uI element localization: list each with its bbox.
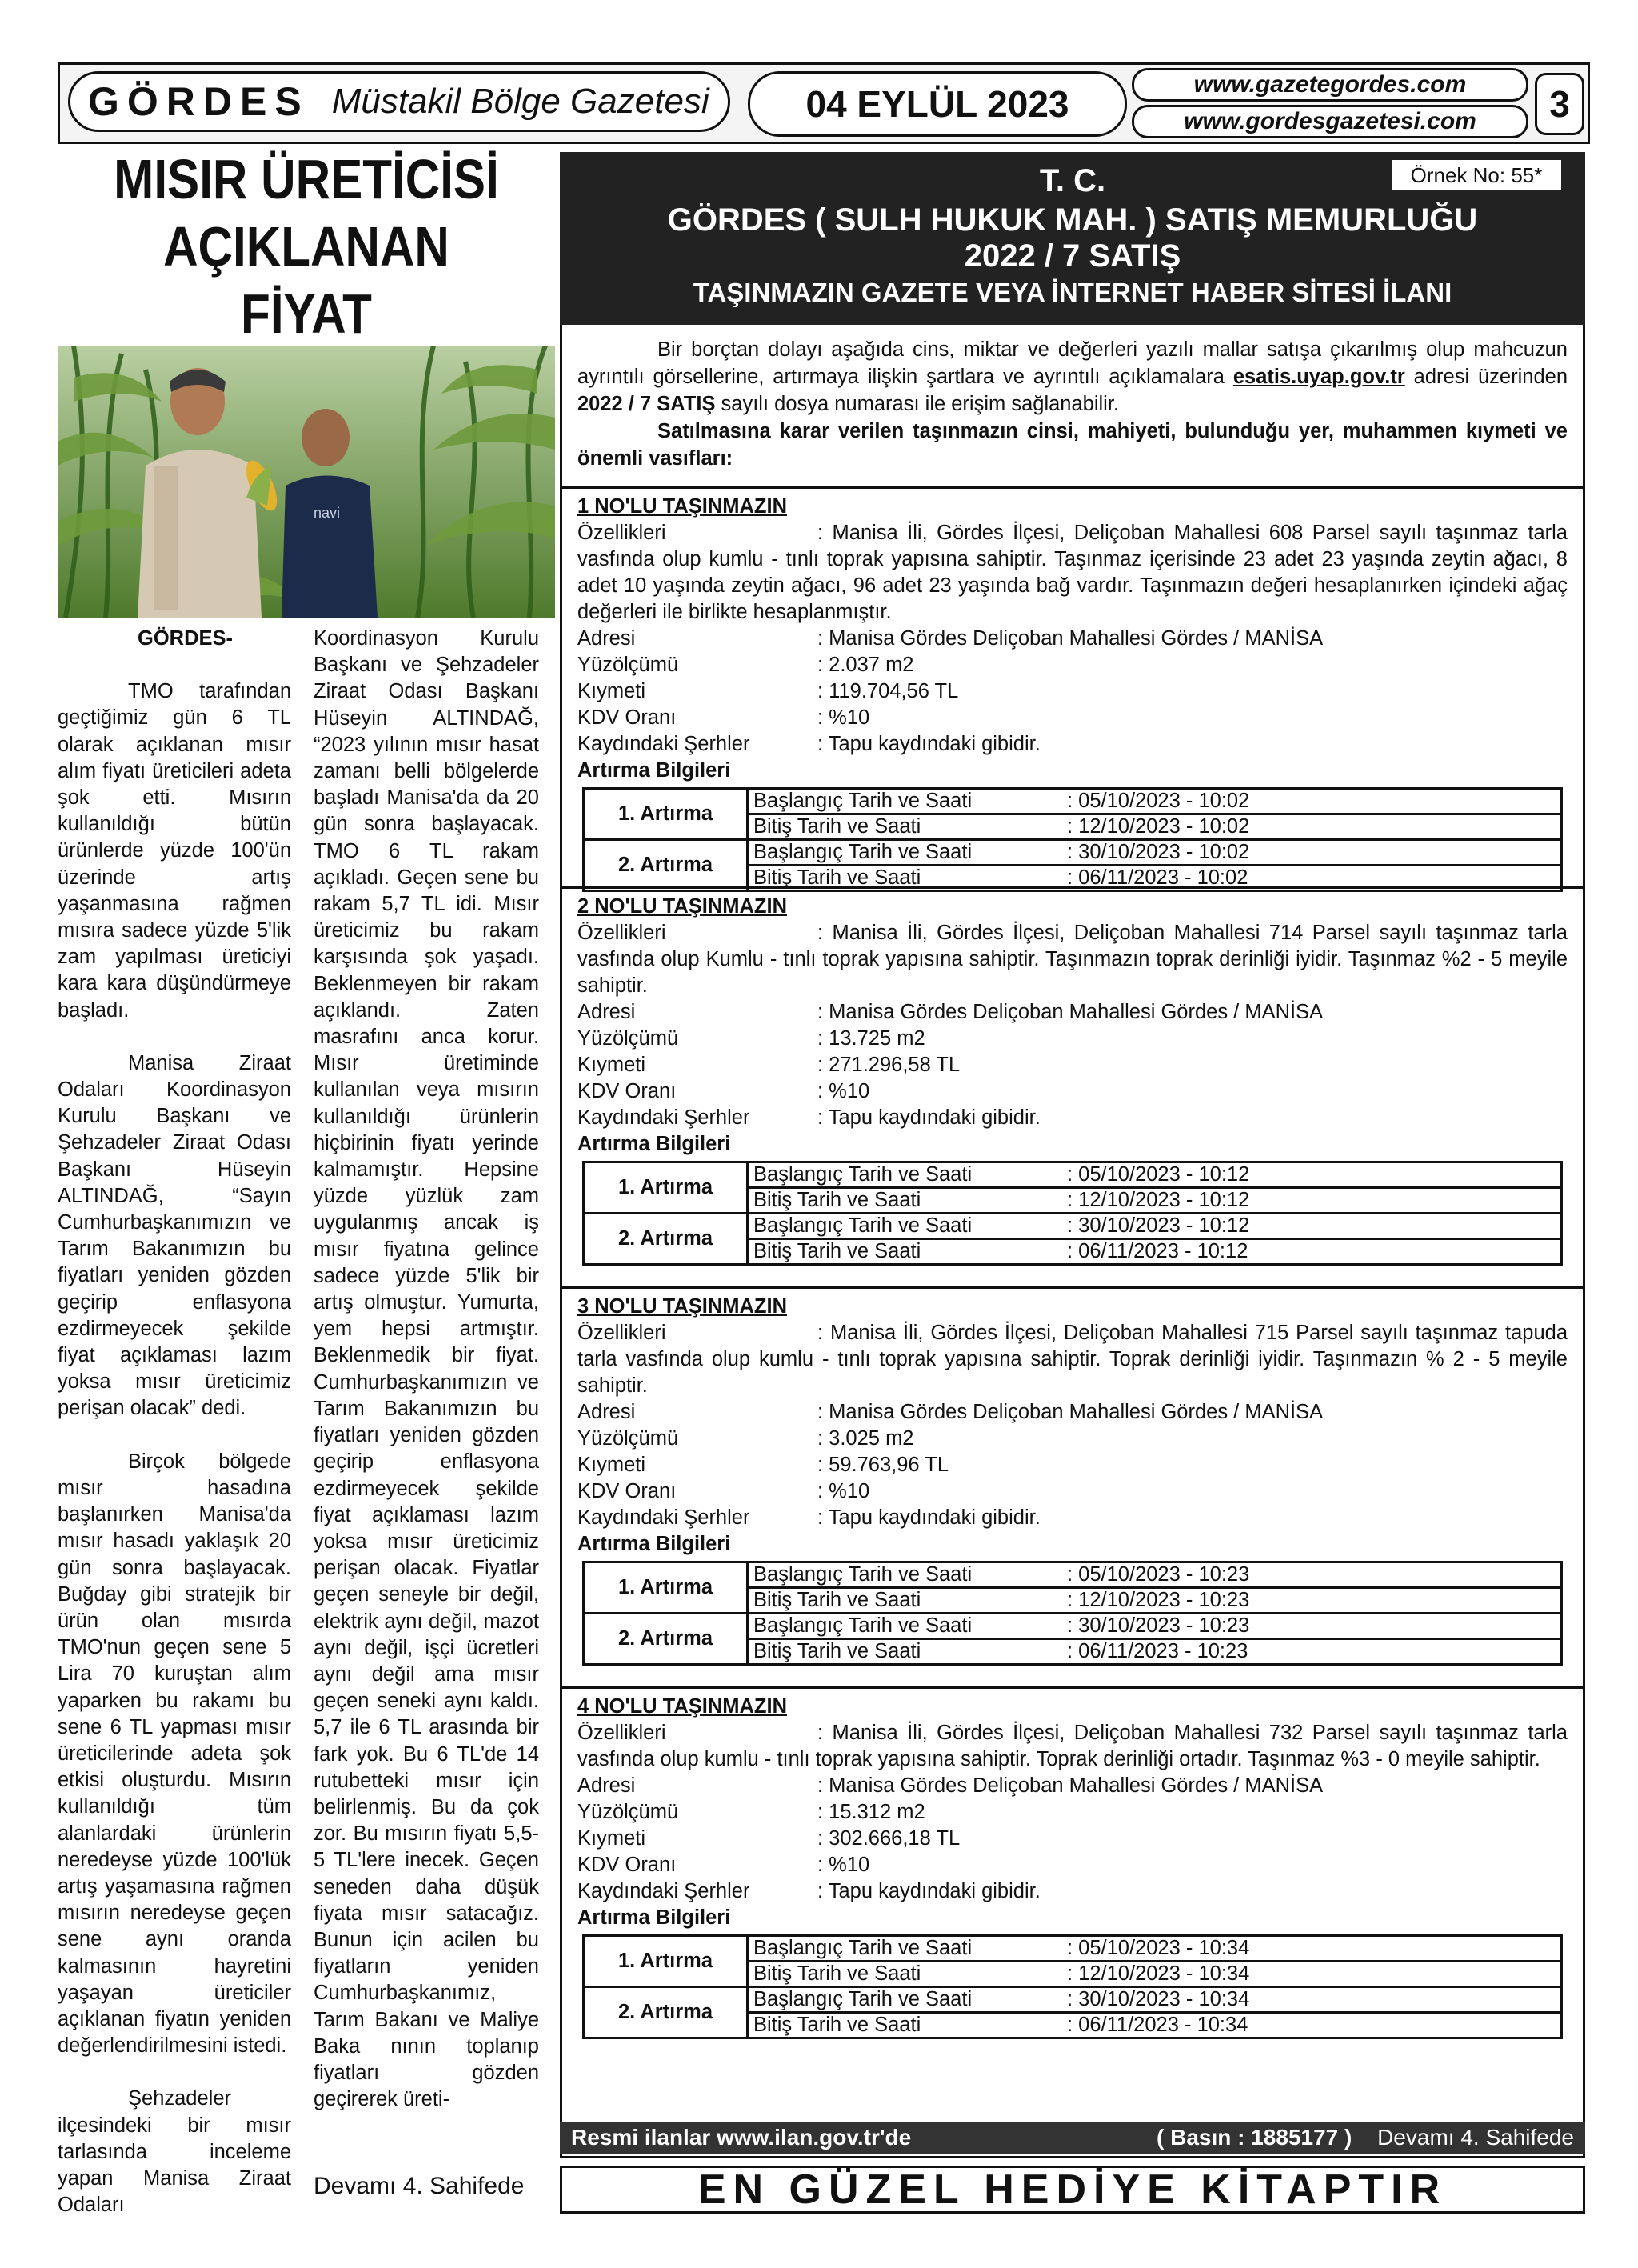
article-photo <box>58 346 555 618</box>
field-row <box>577 705 1568 731</box>
label-annotations: Kaydındaki Şerhler <box>577 733 750 755</box>
start-label: Başlangıç Tarih ve Saati <box>748 840 1063 866</box>
start-label: Başlangıç Tarih ve Saati <box>748 1162 1063 1188</box>
auction-2-end: : 06/11/2023 - 10:34 <box>1062 2013 1562 2038</box>
label-annotations: Kaydındaki Şerhler <box>577 1506 750 1529</box>
label-area: Yüzölçümü <box>577 1427 679 1450</box>
annotations-value: : Tapu kaydındaki gibidir. <box>817 1880 1041 1902</box>
file-number: 2022 / 7 SATIŞ <box>577 393 716 415</box>
start-label: Başlangıç Tarih ve Saati <box>748 1936 1063 1962</box>
article-paragraph: Birçok bölgede mısır hasadına başlanırken Manisa'da mısır hasadı yaklaşık 20 gün sonra başlayacak. Buğday gibi stratejik bir ürün olan mısırda TMO'nun geçen sene 5 Lira 70 kuruştan alım yaparken bu rakamı bu sene 6 TL yapması mısır üreticilerinde adeta şok etkisi oluşturdu. Mısırın kullanıldığı tüm alanlardaki ürünlerin neredeyse yüzde 100'lük artış yaşamasına rağmen mısırın neredeyse geçen sene aynı oranda kalmasının hayretini yaşayan üreticiler açıklanan fiyatın yeniden değerlendirilmesini istedi. <box>58 1450 291 2058</box>
label-vat: KDV Oranı <box>577 706 677 729</box>
ozellik-adres-value: : Manisa Gördes Deliçoban Mahallesi Gördes / MANİSA <box>817 1774 1324 1797</box>
vat-value: : %10 <box>817 706 870 729</box>
sample-number: Örnek No: 55* <box>1392 160 1561 190</box>
table-row <box>584 1936 1562 1962</box>
field-row <box>577 731 1568 758</box>
start-label: Başlangıç Tarih ve Saati <box>748 789 1063 814</box>
parcel-2 <box>560 886 1585 1266</box>
vat-value: : %10 <box>817 1480 870 1502</box>
auction-2-label: 2. Artırma <box>584 840 748 891</box>
value-value: : 302.666,18 TL <box>817 1827 961 1850</box>
auction-1-end: : 12/10/2023 - 10:34 <box>1062 1962 1562 1987</box>
field-row <box>577 1505 1568 1531</box>
label-address: Adresi <box>577 627 636 650</box>
auction-1-end: : 12/10/2023 - 10:02 <box>1062 814 1562 840</box>
parcel-title: 2 NO'LU TAŞINMAZIN <box>577 895 787 918</box>
masthead <box>58 62 1590 144</box>
end-label: Bitiş Tarih ve Saati <box>748 2013 1063 2038</box>
properties-value: : Manisa İli, Gördes İlçesi, Deliçoban Mahallesi 715 Parsel sayılı taşınmaz tapuda tarla vasfında olup kumlu - tınlı toprak yapısına sahiptir. Toprak derinliği iyidir. Taşınmazın % 2 - 5 meyile sahiptir. <box>577 1322 1568 1397</box>
end-label: Bitiş Tarih ve Saati <box>748 1962 1063 1987</box>
official-ads-link[interactable]: Resmi ilanlar www.ilan.gov.tr'de <box>571 2125 912 2150</box>
table-row <box>584 1214 1562 1239</box>
table-row <box>584 789 1562 814</box>
corn-field-photo <box>58 346 555 618</box>
intro-text: Bir borçtan dolayı aşağıda cins, miktar ve değerleri yazılı mallar satışa çıkarılmış olup mahcuzun ayrıntılı görsellerine, artırmaya ilişkin şartlara ve ayrıntılı açıklamalara <box>577 338 1568 388</box>
article-paragraph: Manisa Ziraat Odaları Koordinasyon Kurulu Başkanı ve Şehzadeler Ziraat Odası Başkanı Hüseyin ALTINDAĞ, “Sayın Cumhurbaşkanımızın ve Tarım Bakanımızın bu fiyatları yeniden gözden geçirip enflasyona ezdirmeyecek şekilde fiyat açıklaması lazım yoksa mısır üreticimiz perişan olacak” dedi. <box>58 1051 291 1420</box>
end-label: Bitiş Tarih ve Saati <box>748 1188 1063 1214</box>
ozellik-adres-value: : Manisa Gördes Deliçoban Mahallesi Gördes / MANİSA <box>817 1401 1324 1423</box>
auction-1-end: : 12/10/2023 - 10:23 <box>1062 1588 1562 1614</box>
page-number: 3 <box>1535 73 1584 135</box>
area-value: : 13.725 m2 <box>817 1027 925 1050</box>
label-area: Yüzölçümü <box>577 1027 679 1050</box>
article-column-1 <box>58 626 291 2218</box>
field-row <box>577 1426 1568 1452</box>
article-paragraph: Koordinasyon Kurulu Başkanı ve Şehzadeler Ziraat Odası Başkanı Hüseyin ALTINDAĞ, “2023 yılının mısır hasat zamanı belli bölgelerde başladı Manisa'da da 20 gün sonra başlayacak. TMO 6 TL rakam açıkladı. Geçen sene bu rakam 5,7 TL idi. Mısır üreticimiz bu rakam karşısında şok yaşadı. Beklenmeyen bir rakam açıklandı. Zaten masrafını anca korur. Mısır üretiminde kullanılan veya mısırın kullanıldığı ürünlerin hiçbirinin fiyatı yerinde kalmamıştır. Hepsine yüzde yüzlük zam uygulanmış ancak iş mısır fiyatına gelince sadece yüzde 5'lik bir artış olmuştur. Yumurta, yem hepsi artmıştır. Beklenmedik bir fiyat. Cumhurbaşkanımızın ve Tarım Bakanımızın bu fiyatları yeniden gözden geçirip enflasyona ezdirmeyecek şekilde fiyat açıklaması lazım yoksa mısır üreticimiz perişan olacak. Fiyatlar geçen seneyle bir değil, elektrik aynı değil, mazot aynı değil, işçi ücretleri aynı değil ama mısır geçen seneki aynı kaldı. 5,7 ile 6 TL arasında bir fark yok. Bu 6 TL'de 14 rutubetteki mısır için belirlenmiş. Bu da çok zor. Bu mısırın fiyatı 5,5-5 TL'lere inecek. Geçen seneden daha düşük fiyata mısır satacağız. Bunun için acilen bu fiyatların yeniden Cumhurbaşkanımız, Tarım Bakanı ve Maliye Baka nının toplanıp fiyatları gözden geçirerek üreti- <box>314 627 539 2111</box>
website-link-2[interactable]: www.gordesgazetesi.com <box>1132 105 1528 138</box>
auction-info-title: Artırma Bilgileri <box>577 1533 731 1555</box>
issue-date: 04 EYLÜL 2023 <box>748 71 1127 137</box>
intro-text: adresi üzerinden <box>1404 366 1568 388</box>
auction-1-label: 1. Artırma <box>584 1162 748 1214</box>
dateline: GÖRDES- <box>138 627 234 650</box>
label-value: Kıymeti <box>577 1827 646 1850</box>
label-address: Adresi <box>577 1401 636 1423</box>
table-row <box>584 1562 1562 1588</box>
field-row <box>577 1399 1568 1426</box>
notice-footer <box>560 2122 1585 2154</box>
article-paragraph: Şehzadeler ilçesindeki bir mısır tarlasında inceleme yapan Manisa Ziraat Odaları <box>58 2087 291 2217</box>
parcel-4 <box>560 1686 1585 2039</box>
table-row <box>584 1614 1562 1639</box>
ozellik-adres-value: : Manisa Gördes Deliçoban Mahallesi Gördes / MANİSA <box>817 627 1324 650</box>
label-annotations: Kaydındaki Şerhler <box>577 1106 750 1129</box>
field-row <box>577 652 1568 678</box>
start-label: Başlangıç Tarih ve Saati <box>748 1987 1063 2013</box>
auction-2-end: : 06/11/2023 - 10:12 <box>1062 1239 1562 1265</box>
notice-file-no: 2022 / 7 SATIŞ <box>964 238 1181 274</box>
notice-authority: GÖRDES ( SULH HUKUK MAH. ) SATIŞ MEMURLUĞU <box>667 202 1478 238</box>
bottom-banner: EN GÜZEL HEDİYE KİTAPTIR <box>560 2166 1585 2214</box>
auction-2-label: 2. Artırma <box>584 1214 748 1265</box>
field-row <box>577 1773 1568 1799</box>
auction-table <box>582 1161 1563 1266</box>
field-row <box>577 678 1568 705</box>
auction-2-end: : 06/11/2023 - 10:23 <box>1062 1639 1562 1665</box>
brand-name: GÖRDES <box>88 79 310 124</box>
label-value: Kıymeti <box>577 1454 646 1476</box>
field-row <box>577 1026 1568 1052</box>
auction-table <box>582 1561 1563 1666</box>
field-row <box>577 1826 1568 1852</box>
field-row <box>577 1452 1568 1478</box>
vat-value: : %10 <box>817 1080 870 1102</box>
field-row <box>577 1878 1568 1905</box>
label-properties: Özellikleri <box>577 1322 666 1344</box>
notice-line-tc: T. C. <box>1039 163 1106 198</box>
auction-1-label: 1. Artırma <box>584 1562 748 1614</box>
label-address: Adresi <box>577 1001 636 1023</box>
headline-line: MISIR ÜRETİCİSİ <box>114 148 499 210</box>
brand-subtitle: Müstakil Bölge Gazetesi <box>331 82 709 121</box>
label-address: Adresi <box>577 1774 636 1797</box>
annotations-value: : Tapu kaydındaki gibidir. <box>817 1106 1041 1129</box>
annotations-value: : Tapu kaydındaki gibidir. <box>817 1506 1041 1529</box>
properties-value: : Manisa İli, Gördes İlçesi, Deliçoban Mahallesi 714 Parsel sayılı taşınmaz tarla vasfında olup Kumlu - tınlı toprak yapısına sahiptir. Taşınmazın toprak derinliği iyidir. Taşınmaz %2 - 5 meyile sahiptir. <box>577 922 1568 997</box>
auction-2-start: : 30/10/2023 - 10:12 <box>1062 1214 1562 1239</box>
end-label: Bitiş Tarih ve Saati <box>748 1588 1063 1614</box>
article-continued: Devamı 4. Sahifede <box>314 2173 525 2199</box>
field-row <box>577 1852 1568 1878</box>
headline-line: AÇIKLANAN FİYAT <box>163 215 449 345</box>
newspaper-name <box>68 71 730 132</box>
label-vat: KDV Oranı <box>577 1080 677 1102</box>
parcel-1 <box>560 486 1585 892</box>
auction-table <box>582 1934 1563 2039</box>
end-label: Bitiş Tarih ve Saati <box>748 814 1063 840</box>
field-row <box>577 626 1568 652</box>
label-properties: Özellikleri <box>577 1722 666 1744</box>
label-vat: KDV Oranı <box>577 1854 677 1876</box>
intro-text: sayılı dosya numarası ile erişim sağlanabilir. <box>715 393 1119 415</box>
label-properties: Özellikleri <box>577 922 666 944</box>
area-value: : 15.312 m2 <box>817 1801 925 1823</box>
value-value: : 59.763,96 TL <box>817 1454 949 1476</box>
parcel-title: 3 NO'LU TAŞINMAZIN <box>577 1295 787 1318</box>
shirt-text: navi <box>314 505 341 521</box>
end-label: Bitiş Tarih ve Saati <box>748 1639 1063 1665</box>
auction-table <box>582 787 1563 892</box>
auction-2-start: : 30/10/2023 - 10:23 <box>1062 1614 1562 1639</box>
label-annotations: Kaydındaki Şerhler <box>577 1880 750 1902</box>
table-row <box>584 840 1562 866</box>
label-area: Yüzölçümü <box>577 654 679 676</box>
start-label: Başlangıç Tarih ve Saati <box>748 1562 1063 1588</box>
properties-value: : Manisa İli, Gördes İlçesi, Deliçoban Mahallesi 608 Parsel sayılı taşınmaz tarla vasfında olup kumlu - tınlı toprak yapısına sahiptir. Taşınmaz içerisinde 23 adet 23 yaşında zeytin ağacı, 8 adet 10 yaşında zeytin ağacı, 96 adet 23 yaşında bağ vardır. Taşınmazın değeri hesaplanırken içindeki ağaç değerleri ile birlikte hesaplanmıştır. <box>577 522 1568 623</box>
properties-value: : Manisa İli, Gördes İlçesi, Deliçoban Mahallesi 732 Parsel sayılı taşınmaz tarla vasfında olup kumlu - tınlı toprak yapısına sahiptir. Toprak derinliği ortadır. Taşınmaz %3 - 0 meyile sahiptir. <box>577 1722 1568 1770</box>
auction-2-label: 2. Artırma <box>584 1614 748 1665</box>
parcel-3 <box>560 1286 1585 1666</box>
field-row <box>577 1078 1568 1105</box>
auction-info-title: Artırma Bilgileri <box>577 759 731 782</box>
auction-2-label: 2. Artırma <box>584 1987 748 2038</box>
end-label: Bitiş Tarih ve Saati <box>748 1239 1063 1265</box>
intro-bold: Satılmasına karar verilen taşınmazın cinsi, mahiyeti, bulunduğu yer, muhammen kıymeti ve önemli vasıfları: <box>577 420 1568 470</box>
auction-1-start: : 05/10/2023 - 10:02 <box>1062 789 1562 814</box>
vat-value: : %10 <box>817 1854 870 1876</box>
label-vat: KDV Oranı <box>577 1480 677 1502</box>
auction-1-start: : 05/10/2023 - 10:34 <box>1062 1936 1562 1962</box>
parcel-properties <box>577 1320 1568 1399</box>
label-properties: Özellikleri <box>577 522 666 544</box>
table-row <box>584 1162 1562 1188</box>
article-paragraph: TMO tarafından geçtiğimiz gün 6 TL olarak açıklanan mısır alım fiyatı üreticileri adeta şok etti. Mısırın kullanıldığı bütün ürünlerde yüzde 100'ün üzerinde artış yaşanmasına rağmen mısıra sadece yüzde 5'lik zam yapılması üreticiyi kara kara düşündürmeye başladı. <box>58 680 291 1022</box>
article-column-2 <box>314 626 539 2113</box>
auction-info-title: Artırma Bilgileri <box>577 1133 731 1155</box>
press-number: ( Basın : 1885177 ) <box>1157 2125 1352 2150</box>
auction-1-start: : 05/10/2023 - 10:12 <box>1062 1162 1562 1188</box>
parcel-title: 1 NO'LU TAŞINMAZIN <box>577 495 787 518</box>
value-value: : 271.296,58 TL <box>817 1054 961 1076</box>
field-row <box>577 999 1568 1026</box>
auction-1-start: : 05/10/2023 - 10:23 <box>1062 1562 1562 1588</box>
field-row <box>577 1799 1568 1826</box>
annotations-value: : Tapu kaydındaki gibidir. <box>817 733 1041 755</box>
start-label: Başlangıç Tarih ve Saati <box>748 1614 1063 1639</box>
field-row <box>577 1052 1568 1078</box>
label-value: Kıymeti <box>577 1054 646 1076</box>
parcel-properties <box>577 1720 1568 1773</box>
auction-info-title: Artırma Bilgileri <box>577 1906 731 1929</box>
auction-1-end: : 12/10/2023 - 10:12 <box>1062 1188 1562 1214</box>
area-value: : 2.037 m2 <box>817 654 914 676</box>
auction-2-end: : 06/11/2023 - 10:02 <box>1062 866 1562 891</box>
auction-2-start: : 30/10/2023 - 10:02 <box>1062 840 1562 866</box>
notice-intro <box>577 336 1568 472</box>
label-area: Yüzölçümü <box>577 1801 679 1823</box>
parcel-properties <box>577 920 1568 999</box>
ozellik-adres-value: : Manisa Gördes Deliçoban Mahallesi Gördes / MANİSA <box>817 1001 1324 1023</box>
start-label: Başlangıç Tarih ve Saati <box>748 1214 1063 1239</box>
field-row <box>577 1105 1568 1131</box>
website-link-1[interactable]: www.gazetegordes.com <box>1132 68 1528 102</box>
esatis-link[interactable]: esatis.uyap.gov.tr <box>1232 366 1405 388</box>
notice-title: TAŞINMAZIN GAZETE VEYA İNTERNET HABER SİTESİ İLANI <box>693 278 1452 307</box>
parcel-title: 4 NO'LU TAŞINMAZIN <box>577 1695 787 1718</box>
parcel-properties <box>577 520 1568 626</box>
field-row <box>577 1478 1568 1505</box>
auction-1-label: 1. Artırma <box>584 789 748 840</box>
end-label: Bitiş Tarih ve Saati <box>748 866 1063 891</box>
label-value: Kıymeti <box>577 680 646 702</box>
table-row <box>584 1987 1562 2013</box>
auction-1-label: 1. Artırma <box>584 1936 748 1987</box>
notice-continued: Devamı 4. Sahifede <box>1377 2125 1574 2150</box>
value-value: : 119.704,56 TL <box>817 680 959 702</box>
area-value: : 3.025 m2 <box>817 1427 914 1450</box>
auction-2-start: : 30/10/2023 - 10:34 <box>1062 1987 1562 2013</box>
